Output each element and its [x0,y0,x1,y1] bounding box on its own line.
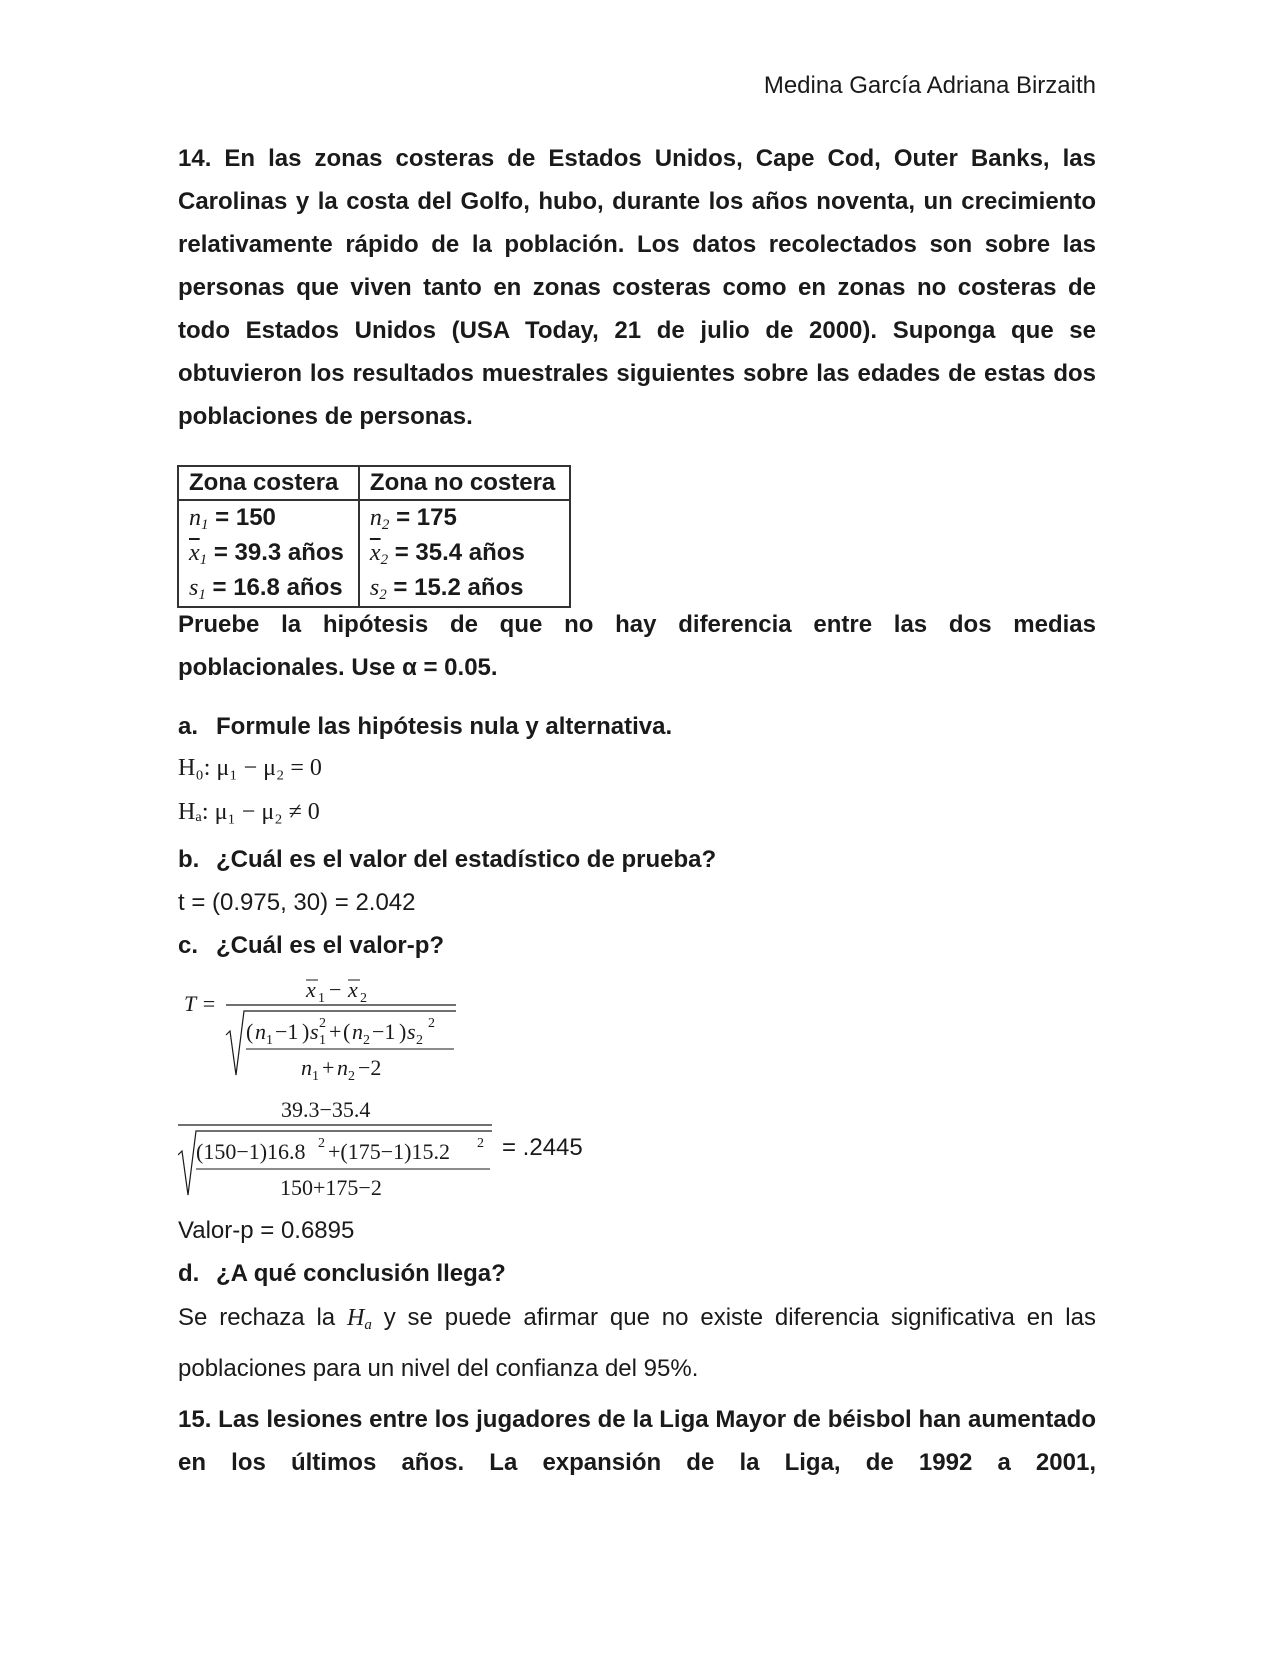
symbol: n [189,504,201,531]
svg-text:−2: −2 [358,1055,382,1080]
svg-text:n: n [255,1019,266,1044]
svg-text:2: 2 [428,1016,435,1031]
svg-text:(: ( [343,1019,351,1044]
svg-text:1: 1 [312,1069,319,1084]
svg-text:2: 2 [318,1136,325,1151]
table-header-row [178,466,570,500]
svg-text:1: 1 [266,1033,273,1048]
svg-text:s: s [407,1019,416,1044]
symbol: $\overline{x}$ [369,539,381,566]
header-noncoastal: Zona no costera [359,466,570,500]
svg-text:+: + [322,1055,335,1080]
svg-text:(150−1)16.8: (150−1)16.8 [196,1139,306,1164]
t-statistic-substitution [178,1095,598,1203]
svg-text:x: x [348,977,358,1002]
header-coastal: Zona costera [178,466,359,500]
question-c: c. ¿Cuál es el valor-p? [178,932,445,959]
svg-text:2: 2 [319,1016,326,1031]
table-row: $n_1 = 150$ $n_2 = 175$ [178,500,570,536]
sample-data-table [177,465,571,608]
t-result: = .2445 [502,1134,583,1161]
svg-text:(: ( [246,1019,254,1044]
p-value-answer: Valor-p = 0.6895 [178,1217,355,1244]
numerator-value: 39.3−35.4 [281,1097,371,1122]
svg-text:−1: −1 [275,1019,299,1044]
svg-text:): ) [399,1019,407,1044]
problem-14-statement: 14. En las zonas costeras de Estados Unidos, Cape Cod, Outer Banks, las Carolinas y la costa del Golfo, hubo, durante los años noventa, un crecimiento relativamente rápido de la población. Los datos recolectados son sobre las personas que viven tanto en zonas costeras como en zonas no costeras de todo Estados Unidos (USA Today, 21 de julio de 2000). Suponga que se obtuvieron los resultados muestrales siguientes sobre las edades de estas dos poblaciones de personas. [178,145,1096,430]
svg-text:1: 1 [319,1033,326,1048]
symbol: s [189,574,199,601]
problem-15-statement: 15. Las lesiones entre los jugadores de la Liga Mayor de béisbol han aumentado en los últimos años. La expansión de la Liga, de 1992 a 2001, [178,1406,1096,1476]
question-b: b. ¿Cuál es el valor del estadístico de prueba? [178,846,717,873]
svg-text:n: n [352,1019,363,1044]
question-a: a. Formule las hipótesis nula y alternativa. [178,713,673,740]
table-row: $\overline{x}_1 = 39.3$ años $\overline{x}_2 = 35.4$ años [178,536,570,571]
table-row: $s_1 = 16.8$ años $s_2 = 15.2$ años [178,571,570,607]
svg-text:2: 2 [416,1033,423,1048]
question-d: d. ¿A qué conclusión llega? [178,1260,506,1287]
svg-text:2: 2 [477,1136,484,1151]
null-hypothesis: H₀: μ₁ − μ₂ = 0 [178,755,322,781]
svg-text:x: x [306,977,316,1002]
symbol: n [369,504,382,531]
instruction-text: Pruebe la hipótesis de que no hay diferencia entre las dos medias poblacionales. Use α = 0.05. [178,611,1096,681]
author-name: Medina García Adriana Birzaith [763,72,1096,99]
test-statistic-answer: t = (0.975, 30) = 2.042 [178,889,416,916]
svg-text:2: 2 [348,1069,355,1084]
symbol: $\overline{x}$ [189,539,200,566]
symbol: s [369,574,380,601]
svg-text:−: − [329,977,342,1002]
svg-text:+(175−1)15.2: +(175−1)15.2 [328,1139,450,1164]
svg-text:2: 2 [360,991,367,1006]
ha-symbol: $H_a$ [347,1305,372,1333]
svg-text:n: n [301,1055,312,1080]
formula-t-label: T = [184,991,217,1016]
denominator-bottom: 150+175−2 [280,1175,382,1200]
svg-text:1: 1 [318,991,325,1006]
t-statistic-formula [178,975,478,1091]
svg-text:n: n [337,1055,348,1080]
alternative-hypothesis: Hₐ: μ₁ − μ₂ ≠ 0 [178,799,320,825]
svg-text:): ) [302,1019,310,1044]
svg-text:+: + [329,1019,342,1044]
svg-text:s: s [310,1019,319,1044]
svg-text:2: 2 [363,1033,370,1048]
svg-text:−1: −1 [372,1019,396,1044]
conclusion-answer: Se rechaza la $H_a$ y se puede afirmar que no existe diferencia significativa en las poblaciones para un nivel del confianza del 95%. [178,1304,1096,1382]
